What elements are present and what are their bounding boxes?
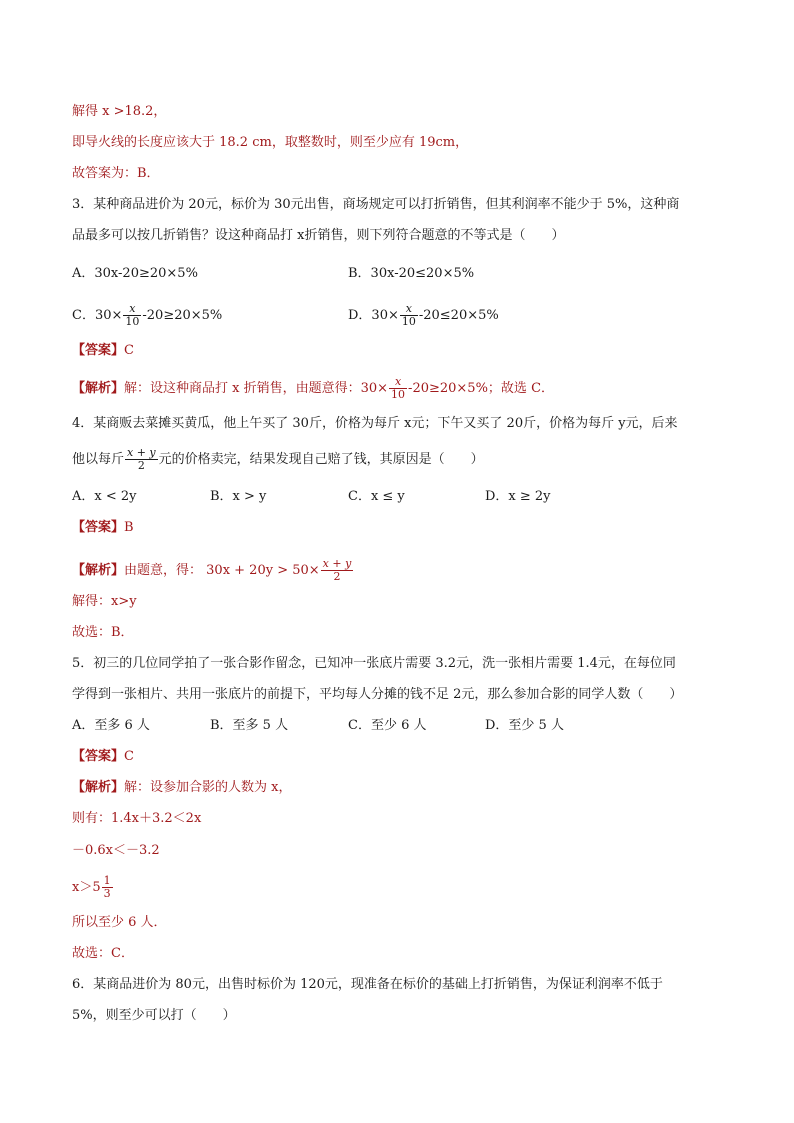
- option-a: A．30x-20≥20×5%: [72, 266, 198, 281]
- question-6-text: 6．某商品进价为 80元，出售时标价为 120元，现准备在标价的基础上打折销售，为保证利润率不低于: [72, 977, 663, 992]
- fraction-denominator: 2: [125, 459, 158, 472]
- question-4-text: [72, 447, 484, 472]
- question-5-text: 学得到一张相片、共用一张底片的前提下，平均每人分摊的钱不足 2元，那么参加合影的同学人数（ ）: [72, 687, 683, 702]
- option-d: [348, 303, 499, 328]
- explanation-pre: 解：设这种商品打 x 折销售，由题意得：30×: [124, 381, 389, 396]
- option-c: C．至少 6 人: [348, 718, 427, 733]
- fraction-numerator: 1: [103, 874, 111, 887]
- solution-line: 所以至少 6 人．: [72, 915, 167, 930]
- fraction-denominator: 2: [321, 570, 354, 583]
- solution-line: 即导火线的长度应该大于 18.2 cm，取整数时，则至少应有 19cm，: [72, 135, 469, 150]
- mixed-fraction: [102, 875, 113, 900]
- fraction: [389, 376, 407, 401]
- solution-line: 故选：B．: [72, 625, 134, 640]
- option-d: D．至少 5 人: [485, 718, 564, 733]
- explanation-tag: 【解析】: [72, 381, 125, 396]
- option-a: A．至多 6 人: [72, 718, 150, 733]
- question-3-text: 品最多可以按几折销售？设这种商品打 x折销售，则下列符合题意的不等式是（ ）: [72, 228, 565, 243]
- solution-line: 则有：1.4x＋3.2＜2x: [72, 811, 202, 826]
- answer-line: [72, 748, 134, 766]
- solution-line: 解得：x>y: [72, 594, 137, 609]
- explanation-text: 解：设参加合影的人数为 x，: [124, 780, 292, 795]
- fraction-denominator: 10: [125, 315, 140, 328]
- solution-line: 故选：C．: [72, 946, 134, 961]
- option-a: A．x < 2y: [72, 489, 137, 504]
- fraction-numerator: x + y: [127, 446, 156, 459]
- fraction: [125, 447, 158, 472]
- answer-tag: 【答案】: [72, 520, 125, 535]
- question-4-text: 4．某商贩去菜摊买黄瓜，他上午买了 30斤，价格为每斤 x元；下午又买了 20斤，价格为每斤 y元，后来: [72, 416, 678, 431]
- solution-pre: x＞5: [72, 880, 101, 895]
- option-d: D．x ≥ 2y: [485, 489, 551, 504]
- option-b: B．至多 5 人: [210, 718, 289, 733]
- fraction: [123, 303, 141, 328]
- answer-value: C: [124, 749, 134, 764]
- solution-line: [72, 875, 114, 900]
- option-d-post: -20≤20×5%: [418, 308, 499, 323]
- answer-line: [72, 519, 134, 537]
- fraction-denominator: 10: [391, 388, 406, 401]
- fraction: [321, 558, 354, 583]
- answer-value: C: [124, 343, 134, 358]
- explanation-post: -20≥20×5%；故选 C．: [408, 381, 555, 396]
- option-d-pre: D．30×: [348, 308, 399, 323]
- question-6-text: 5%，则至少可以打（ ）: [72, 1008, 236, 1023]
- option-c-pre: C．30×: [72, 308, 123, 323]
- option-b: B．x > y: [210, 489, 267, 504]
- answer-value: B: [124, 520, 134, 535]
- option-b: B．30x-20≤20×5%: [348, 266, 475, 281]
- fraction-denominator: 10: [401, 315, 416, 328]
- explanation-line: [72, 779, 291, 797]
- fraction-numerator: x + y: [322, 557, 352, 570]
- answer-tag: 【答案】: [72, 749, 125, 764]
- answer-line: [72, 342, 134, 360]
- fraction-numerator: x: [394, 375, 402, 388]
- option-c: [72, 303, 222, 328]
- fraction-numerator: x: [129, 302, 136, 315]
- explanation-line: [72, 558, 354, 583]
- question-4-post: 元的价格卖完，结果发现自己赔了钱，其原因是（ ）: [158, 452, 484, 467]
- solution-line: －0.6x＜－3.2: [72, 843, 160, 858]
- question-4-pre: 他以每斤: [72, 452, 125, 467]
- fraction-numerator: x: [405, 302, 412, 315]
- option-c: C．x ≤ y: [348, 489, 405, 504]
- question-3-text: 3．某种商品进价为 20元，标价为 30元出售，商场规定可以打折销售，但其利润率不能少于 5%，这种商: [72, 197, 680, 212]
- fraction: [400, 303, 418, 328]
- answer-tag: 【答案】: [72, 343, 125, 358]
- solution-line: 解得 x >18.2，: [72, 104, 167, 119]
- explanation-tag: 【解析】: [72, 563, 125, 578]
- question-5-text: 5．初三的几位同学拍了一张合影作留念，已知冲一张底片需要 3.2元，洗一张相片需要 1.4元，在每位同: [72, 656, 676, 671]
- option-c-post: -20≥20×5%: [142, 308, 223, 323]
- fraction-denominator: 3: [103, 887, 111, 900]
- explanation-pre: 由题意，得： 30x + 20y > 50×: [124, 563, 320, 578]
- explanation-line: [72, 376, 554, 401]
- explanation-tag: 【解析】: [72, 780, 125, 795]
- solution-line: 故答案为：B．: [72, 166, 160, 181]
